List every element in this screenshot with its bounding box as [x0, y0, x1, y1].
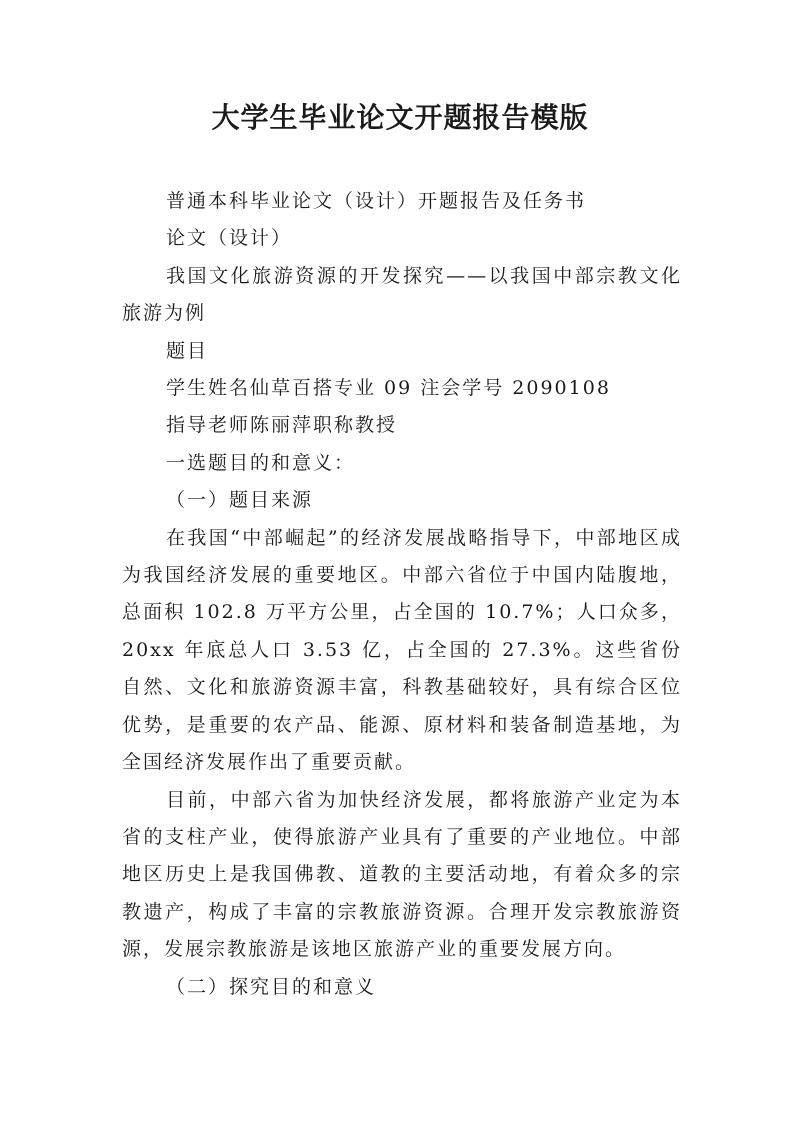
- paragraph-2: 目前，中部六省为加快经济发展，都将旅游产业定为本省的支柱产业，使得旅游产业具有了重要的产业地位。中部地区历史上是我国佛教、道教的主要活动地，有着众多的宗教遗产，构成了丰富的宗教旅游资源。合理开发宗教旅游资源，发展宗教旅游是该地区旅游产业的重要发展方向。: [122, 788, 682, 961]
- topic-label: 题目: [166, 339, 209, 362]
- document-title: 大学生毕业论文开题报告模版: [211, 101, 589, 134]
- advisor-info: 指导老师陈丽萍职称教授: [166, 414, 398, 437]
- thesis-topic: 我国文化旅游资源的开发探究——以我国中部宗教文化旅游为例: [122, 264, 682, 325]
- subsection-heading-2: （二）探究目的和意义: [166, 975, 377, 998]
- section-heading-1: 一选题目的和意义：: [166, 451, 356, 474]
- student-info: 学生姓名仙草百搭专业 09 注会学号 2090108: [166, 377, 611, 400]
- paragraph-1: 在我国“中部崛起”的经济发展战略指导下，中部地区成为我国经济发展的重要地区。中部六省位于中国内陆腹地，总面积 102.8 万平方公里，占全国的 10.7%；人口众多，20xx 年底总人口 3.53 亿，占全国的 27.3%。这些省份自然、文化和旅游资源丰富，科教基础较好，具有综合区位优势，是重要的农产品、能源、原材料和装备制造基地，为全国经济发展作出了重要贡献。: [122, 526, 682, 774]
- document-body: [122, 183, 682, 1006]
- thesis-label: 论文（设计）: [166, 227, 293, 250]
- report-heading: 普通本科毕业论文（设计）开题报告及任务书: [166, 190, 587, 212]
- subsection-heading-1: （一）题目来源: [166, 489, 314, 512]
